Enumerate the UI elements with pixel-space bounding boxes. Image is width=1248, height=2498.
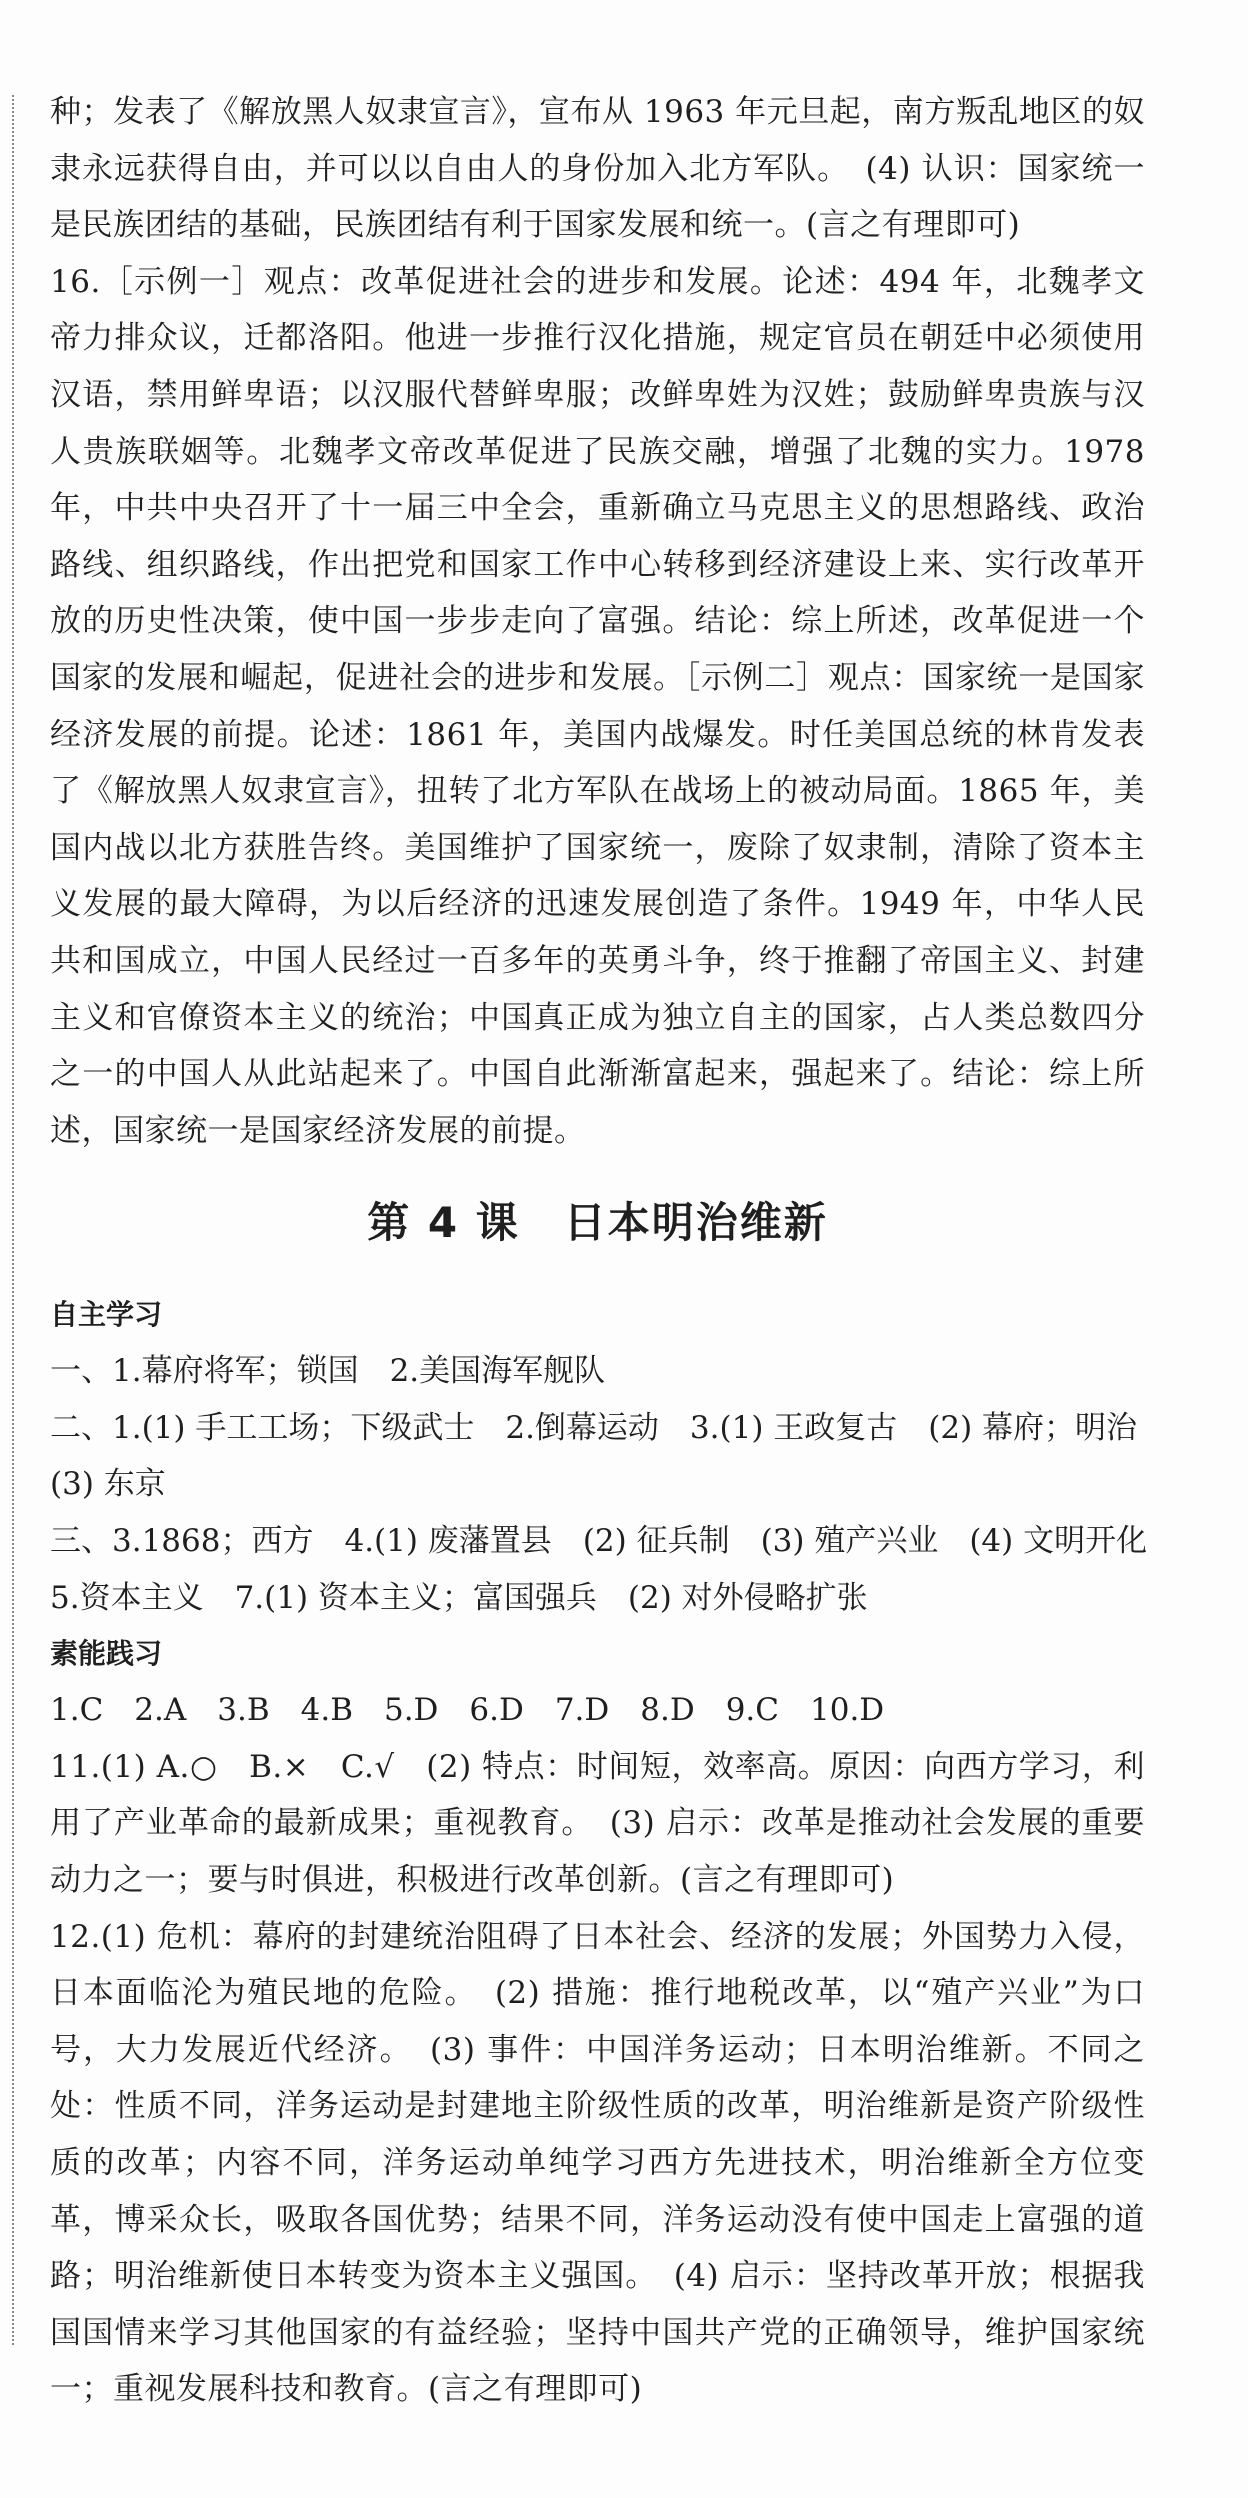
lesson-number: 第 4 课: [367, 1198, 520, 1248]
lesson-title: [50, 1193, 1145, 1253]
self-study-line-1: 一、1.幕府将军；锁国 2.美国海军舰队: [50, 1353, 606, 1390]
self-study-line-5: 5.资本主义 7.(1) 资本主义；富国强兵 (2) 对外侵略扩张: [50, 1579, 868, 1616]
choice-answers-line: 1.C 2.A 3.B 4.B 5.D 6.D 7.D 8.D 9.C 10.D: [50, 1692, 885, 1729]
lesson-name: 日本明治维新: [563, 1198, 828, 1248]
self-study-line-4: 三、3.1868；西方 4.(1) 废藩置县 (2) 征兵制 (3) 殖产兴业 (4) 文明开化: [50, 1523, 1148, 1560]
self-study-line-3: (3) 东京: [50, 1466, 166, 1503]
section-heading-self-study: 自主学习: [50, 1298, 163, 1332]
margin-dotted-rule: [12, 95, 14, 2345]
section-heading-practice: 素能践习: [50, 1637, 163, 1671]
answer-page: [50, 84, 1148, 2418]
answer-12: 12.(1) 危机：幕府的封建统治阻碍了日本社会、经济的发展；外国势力入侵，日本面临沦为殖民地的危险。 (2) 措施：推行地税改革，以“殖产兴业”为口号，大力发展近代经济。 (3) 事件：中国洋务运动；日本明治维新。不同之处：性质不同，洋务运动是封建地主阶级性质的改革，明治维新是资产阶级性质的改革；内容不同，洋务运动单纯学习西方先进技术，明治维新全方位变革，博采众长，吸取各国优势；结果不同，洋务运动没有使中国走上富强的道路；明治维新使日本转变为资本主义强国。 (4) 启示：坚持改革开放；根据我国国情来学习其他国家的有益经验；坚持中国共产党的正确领导，维护国家统一；重视发展科技和教育。(言之有理即可): [50, 1918, 1145, 2408]
self-study-line-2: 二、1.(1) 手工工场；下级武士 2.倒幕运动 3.(1) 王政复古 (2) 幕府；明治: [50, 1409, 1138, 1446]
answer-15-tail: 种；发表了《解放黑人奴隶宣言》，宣布从 1963 年元旦起，南方叛乱地区的奴隶永远获得自由，并可以以自由人的身份加入北方军队。 (4) 认识：国家统一是民族团结的基础，民族团结有利于国家发展和统一。(言之有理即可): [50, 94, 1145, 244]
answer-11: 11.(1) A.○ B.× C.√ (2) 特点：时间短，效率高。原因：向西方学习，利用了产业革命的最新成果；重视教育。 (3) 启示：改革是推动社会发展的重要动力之一；要与时俱进，积极进行改革创新。(言之有理即可): [50, 1748, 1145, 1899]
answer-16: 16.［示例一］观点：改革促进社会的进步和发展。论述：494 年，北魏孝文帝力排众议，迁都洛阳。他进一步推行汉化措施，规定官员在朝廷中必须使用汉语，禁用鲜卑语；以汉服代替鲜卑服；改鲜卑姓为汉姓；鼓励鲜卑贵族与汉人贵族联姻等。北魏孝文帝改革促进了民族交融，增强了北魏的实力。1978 年，中共中央召开了十一届三中全会，重新确立马克思主义的思想路线、政治路线、组织路线，作出把党和国家工作中心转移到经济建设上来、实行改革开放的历史性决策，使中国一步步走向了富强。结论：综上所述，改革促进一个国家的发展和崛起，促进社会的进步和发展。［示例二］观点：国家统一是国家经济发展的前提。论述：1861 年，美国内战爆发。时任美国总统的林肯发表了《解放黑人奴隶宣言》，扭转了北方军队在战场上的被动局面。1865 年，美国内战以北方获胜告终。美国维护了国家统一，废除了奴隶制，清除了资本主义发展的最大障碍，为以后经济的迅速发展创造了条件。1949 年，中华人民共和国成立，中国人民经过一百多年的英勇斗争，终于推翻了帝国主义、封建主义和官僚资本主义的统治；中国真正成为独立自主的国家，占人类总数四分之一的中国人从此站起来了。中国自此渐渐富起来，强起来了。结论：综上所述，国家统一是国家经济发展的前提。: [50, 263, 1145, 1149]
